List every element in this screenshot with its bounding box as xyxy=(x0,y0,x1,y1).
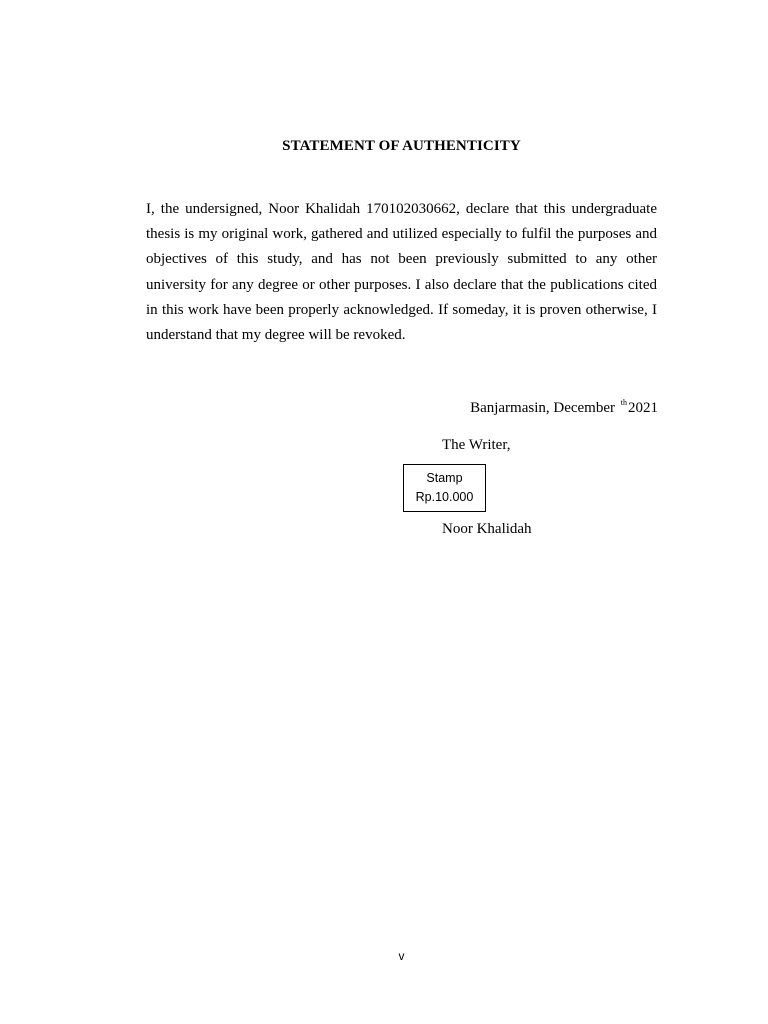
page-number: v xyxy=(398,949,405,963)
writer-label: The Writer, xyxy=(442,437,511,453)
stamp-box xyxy=(403,464,486,512)
document-title: STATEMENT OF AUTHENTICITY xyxy=(282,138,521,154)
stamp-value: Rp.10.000 xyxy=(415,490,474,504)
year: 2021 xyxy=(628,400,658,416)
declaration-paragraph: I, the undersigned, Noor Khalidah 170102030662, declare that this undergraduate thesis is my original work, gathered and utilized especially to fulfil the purposes and objectives of this study, and has not been previously submitted to any other university for any degree or other purposes. I also declare that the publications cited in this work have been properly acknowledged. If someday, it is proven otherwise, I understand that my degree will be revoked. xyxy=(146,201,657,344)
place-and-date xyxy=(470,393,658,418)
writer-name: Noor Khalidah xyxy=(442,521,532,537)
ordinal-suffix: th xyxy=(620,398,627,407)
stamp-label: Stamp xyxy=(426,471,463,485)
place-month: Banjarmasin, December xyxy=(470,400,616,416)
